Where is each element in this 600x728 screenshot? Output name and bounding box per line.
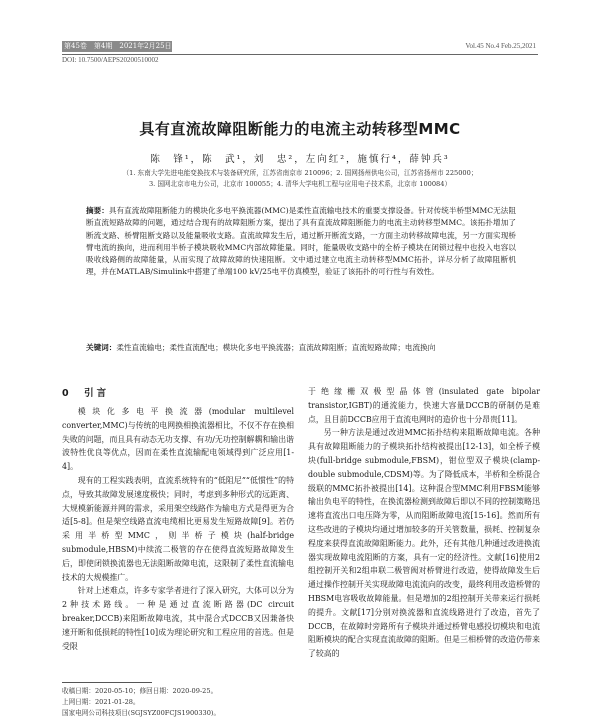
affiliations	[62, 168, 538, 190]
journal-issue-info: 第45卷 第4期 2021年2月25日	[64, 42, 172, 50]
abstract-text: 具有直流故障阻断能力的模块化多电平换流器(MMC)是柔性直流输电技术的重要支撑设备。针对传统半桥型MMC无法阻断直流短路故障的问题，通过结合现有的故障阻断方案，提出了具有直流故障阻断能力的电流主动转移型MMC。该拓扑增加了断流支路、桥臂阻断支路以及能量吸收支路。直流故障发生后，通过断开断流支路，一方面主动转移故障电流，另一方面实现桥臂电流的换向，进而利用半桥子模块吸收MMC内部故障能量。同时，能量吸收支路中的全桥子模块在闭锁过程中也投入电容以吸收线路侧的故障能量，从而实现了故障故障的快速阻断。文中通过建立电流主动转移型MMC拓扑，详尽分析了故障阻断机理，并在MATLAB/Simulink中搭建了单端100 kV/25电平仿真模型，验证了该拓扑的可行性与有效性。	[86, 206, 516, 277]
body-paragraph: 另一种方法是通过改进MMC拓扑结构来阻断故障电流。各种具有故障阻断能力的子模块拓扑结构被提出[12-13]，如全桥子模块(full-bridge submodule,FBSM)，钳位型双子模块(clamp-double submodule,CDSM)等。为了降低成本，半桥和全桥混合级联的MMC拓扑被提出[14]。这种混合型MMC利用FBSM能够输出负电平的特性，在换流器检测到故障后即以不同的控制策略迅速将直流出口电压降为零，从而阻断故障电流[15-16]。然而所有这些改进的子模块均通过增加较多的开关管数量，损耗、控制复杂程度来获得直流故障阻断能力。此外，还有其他几种通过改进换流器实现故障电流阻断的方案，具有一定的经济性。文献[16]使用2组控制开关和2组串联二极管阀对桥臂进行改造，使得故障发生后通过操作控制开关实现故障电流流向的改变，最终利用改造桥臂的HBSM电容吸收故障能量。但是增加的2组控制开关带来运行损耗的提升。文献[17]分别对换流器和直流线路进行了改造，首先了DCCB，在故障时旁路所有子模块并通过桥臂电感投切模块和电流阻断模块的配合实现直流故障的阻断。但是三相桥臂的改造仍带来了较高的	[308, 428, 540, 659]
body-paragraph: 模块化多电平换流器(modular multilevel converter,MMC)与传统的电网换相换流器相比，不仅不存在换相失败的问题，而且具有动态无功支撑、有功/无功控制解耦和输出谐波特性优良等优点，因而在柔性直流输配电领域得到广泛应用[1-4]。	[62, 407, 294, 472]
paper-title: 具有直流故障阻断能力的电流主动转移型MMC	[139, 120, 461, 138]
right-column	[308, 385, 540, 661]
header-divider	[62, 54, 538, 55]
doi-text[interactable]: DOI: 10.7500/AEPS20200510002	[62, 56, 159, 64]
footnotes	[62, 686, 302, 719]
footnote-line: 上网日期：2021-01-28。	[62, 698, 140, 706]
abstract	[86, 205, 516, 279]
body-paragraph: 于绝缘栅双极型晶体管(insulated gate bipolar transistor,IGBT)的通流能力，快速大容量DCCB的研制仍是难点，且目前DCCB应用于直流电网时的造价也十分昂贵[11]。	[308, 387, 540, 424]
footnote-line: 收稿日期：2020-05-10；修回日期：2020-09-25。	[62, 687, 218, 695]
keywords-label: 关键词：	[86, 343, 117, 352]
left-column	[62, 405, 294, 653]
keywords-text: 柔性直流输电；柔性直流配电；模块化多电平换流器；直流故障阻断；直流短路故障；电流换向	[116, 343, 436, 352]
affiliation-line: （1. 东南大学先进电能变换技术与装备研究所，江苏省南京市 210096；2. 国网扬州供电公司，江苏省扬州市 225000；	[122, 169, 478, 177]
body-paragraph: 现有的工程实践表明，直流系统特有的“低阻尼”“低惯性”的特点，导致其故障发展速度极快；同时，考虑到多种形式的远距离、大规模新能源并网的需求，采用架空线路作为输电方式是得更为合适[5-8]。但是架空线路直流电缆相比更易发生短路故障[9]。若仍采用半桥型MMC，则半桥子模块(half-bridge submodule,HBSM)中续流二极管的存在使得直流短路故障发生后，即使闭锁换流器也无法阻断故障电流，这限制了柔性直流输电技术的大规模推广。	[62, 475, 294, 582]
affiliation-line: 3. 国网北京市电力公司，北京市 100055；4. 清华大学电机工程与应用电子技术系，北京市 100084）	[148, 180, 452, 188]
abstract-label: 摘要：	[86, 206, 109, 215]
section-heading-introduction: 0 引言	[62, 388, 110, 399]
footnote-line: 国家电网公司科技项目(SGJSYZ00FCJS1900330)。	[62, 709, 221, 717]
footnote-divider	[62, 682, 152, 683]
keywords	[86, 342, 516, 354]
body-paragraph: 针对上述难点，许多专家学者进行了深入研究，大体可以分为2种技术路线。一种是通过直流断路器(DC circuit breaker,DCCB)来阻断故障电流，其中混合式DCCB又因兼备快速开断和低损耗的特性[10]成为理论研究和工程应用的首选。但是受限	[62, 586, 294, 651]
author-list: 陈 锋¹，陈 武¹，刘 忠²，左向红²，施慎行⁴，薛钟兵³	[150, 154, 450, 165]
journal-volume-info: Vol.45 No.4 Feb.25,2021	[465, 42, 536, 50]
